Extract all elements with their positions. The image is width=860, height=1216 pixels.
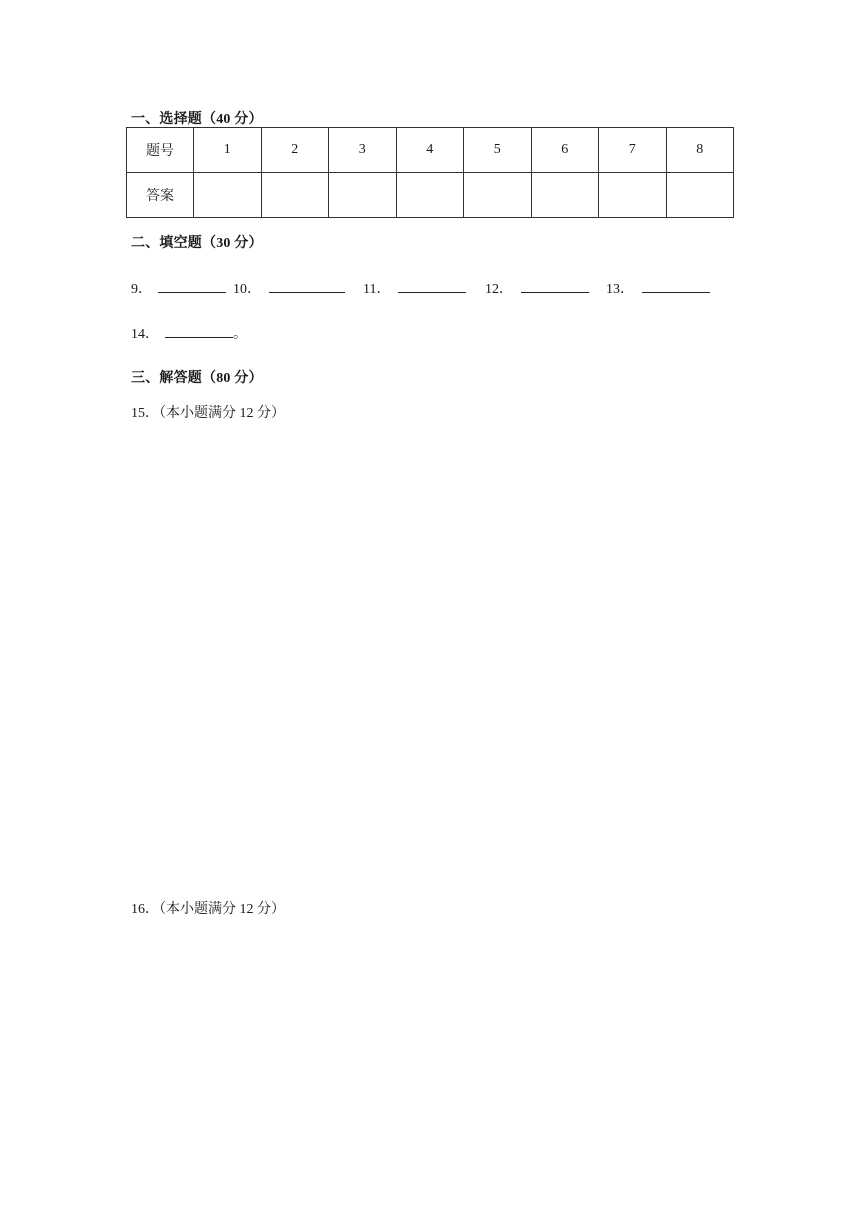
answer-area-16[interactable]	[131, 922, 731, 1192]
table-row-answers	[127, 173, 734, 218]
question-number-cell: 5	[464, 128, 532, 173]
fill-in-item-14	[131, 323, 247, 343]
row-label-answer: 答案	[127, 173, 194, 218]
answer-cell[interactable]	[531, 173, 599, 218]
answer-blank[interactable]	[165, 325, 233, 338]
fill-in-suffix: 。	[233, 327, 247, 342]
table-row-question-numbers	[127, 128, 734, 173]
answer-table	[126, 127, 734, 218]
section-heading-fill-in-blank: 二、填空题（30 分）	[131, 236, 263, 251]
fill-in-label: 13．	[606, 282, 634, 297]
fill-in-row-1	[131, 278, 710, 298]
section-heading-problem-solving: 三、解答题（80 分）	[131, 371, 263, 386]
question-number-cell: 2	[261, 128, 329, 173]
question-number-cell: 3	[329, 128, 397, 173]
answer-area-15[interactable]	[131, 425, 731, 890]
fill-in-row-2	[131, 323, 247, 343]
question-number-cell: 6	[531, 128, 599, 173]
answer-blank[interactable]	[521, 280, 589, 293]
question-16-label: 16．（本小题满分 12 分）	[131, 902, 285, 917]
answer-cell[interactable]	[329, 173, 397, 218]
answer-cell[interactable]	[396, 173, 464, 218]
answer-cell[interactable]	[464, 173, 532, 218]
answer-cell[interactable]	[599, 173, 667, 218]
fill-in-item-9	[131, 278, 233, 298]
answer-cell[interactable]	[194, 173, 262, 218]
fill-in-item-11	[363, 278, 485, 298]
fill-in-item-13	[606, 278, 710, 298]
question-15-label: 15．（本小题满分 12 分）	[131, 406, 285, 421]
fill-in-item-10	[233, 278, 363, 298]
answer-blank[interactable]	[158, 280, 226, 293]
answer-cell[interactable]	[666, 173, 734, 218]
answer-cell[interactable]	[261, 173, 329, 218]
row-label-question-number: 题号	[127, 128, 194, 173]
fill-in-label: 12．	[485, 282, 513, 297]
question-number-cell: 1	[194, 128, 262, 173]
fill-in-item-12	[485, 278, 606, 298]
answer-blank[interactable]	[269, 280, 345, 293]
question-number-cell: 8	[666, 128, 734, 173]
fill-in-label: 9．	[131, 282, 152, 297]
fill-in-label: 11．	[363, 282, 391, 297]
question-number-cell: 7	[599, 128, 667, 173]
question-number-cell: 4	[396, 128, 464, 173]
fill-in-label: 10．	[233, 282, 261, 297]
section-heading-multiple-choice: 一、选择题（40 分）	[131, 112, 263, 127]
answer-blank[interactable]	[398, 280, 466, 293]
fill-in-label: 14．	[131, 327, 159, 342]
answer-blank[interactable]	[642, 280, 710, 293]
